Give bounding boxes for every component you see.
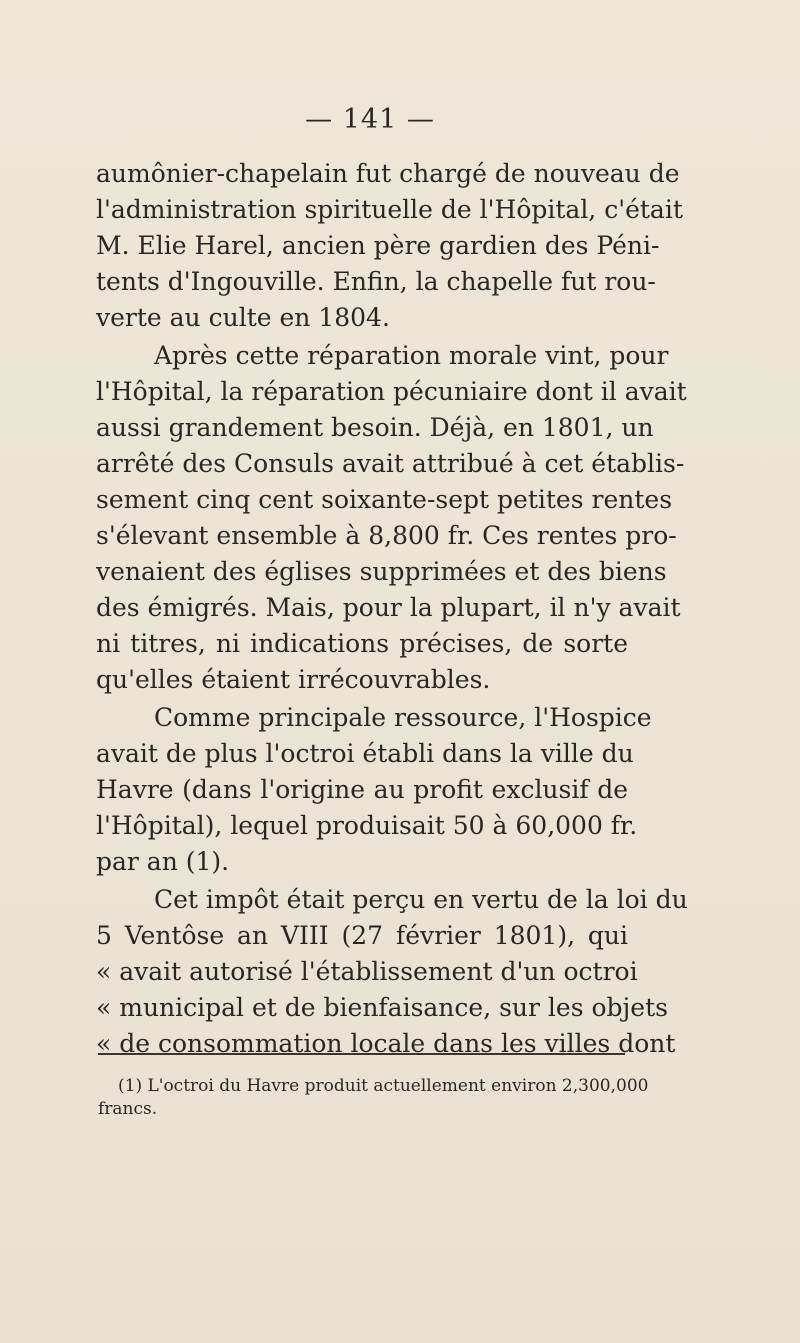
text-line: par an (1). — [96, 847, 230, 876]
text-line: l'Hôpital, la réparation pécuniaire dont il avait — [96, 377, 687, 406]
text-line: l'Hôpital), lequel produisait 50 à 60,000 fr. — [96, 811, 638, 840]
text-line: arrêté des Consuls avait attribué à cet établis- — [96, 449, 685, 478]
body-text — [96, 156, 688, 1062]
text-line: aumônier-chapelain fut chargé de nouveau de — [96, 159, 680, 188]
footnote-line: (1) L'octroi du Havre produit actuellement environ 2,300,000 — [118, 1076, 649, 1096]
text-line: verte au culte en 1804. — [96, 303, 390, 332]
text-line: sement cinq cent soixante-sept petites rentes — [96, 485, 673, 514]
text-line: Comme principale ressource, l'Hospice — [154, 703, 652, 732]
text-line: aussi grandement besoin. Déjà, en 1801, un — [96, 413, 654, 442]
footnote — [98, 1075, 649, 1121]
text-line: 5 Ventôse an VIII (27 février 1801), qui — [96, 921, 628, 950]
footnote-rule — [98, 1053, 625, 1055]
text-line: venaient des églises supprimées et des biens — [96, 557, 667, 586]
text-line: des émigrés. Mais, pour la plupart, il n'y avait — [96, 593, 681, 622]
text-line: M. Elie Harel, ancien père gardien des Péni- — [96, 231, 660, 260]
text-line: qu'elles étaient irrécouvrables. — [96, 665, 491, 694]
text-line: Cet impôt était perçu en vertu de la loi du — [154, 885, 688, 914]
text-line: « avait autorisé l'établissement d'un octroi — [96, 957, 638, 986]
text-line: s'élevant ensemble à 8,800 fr. Ces rentes pro- — [96, 521, 677, 550]
text-line: avait de plus l'octroi établi dans la ville du — [96, 739, 634, 768]
text-line: « municipal et de bienfaisance, sur les objets — [96, 993, 668, 1022]
text-line: Havre (dans l'origine au profit exclusif de — [96, 775, 628, 804]
text-line: l'administration spirituelle de l'Hôpital, c'était — [96, 195, 683, 224]
page-number: — 141 — — [305, 104, 435, 135]
footnote-line: francs. — [98, 1099, 158, 1119]
text-line: ni titres, ni indications précises, de sorte — [96, 629, 628, 658]
text-line: Après cette réparation morale vint, pour — [154, 341, 669, 370]
text-line: tents d'Ingouville. Enfin, la chapelle fut rou- — [96, 267, 656, 296]
text-line: « de consommation locale dans les villes dont — [96, 1029, 676, 1058]
